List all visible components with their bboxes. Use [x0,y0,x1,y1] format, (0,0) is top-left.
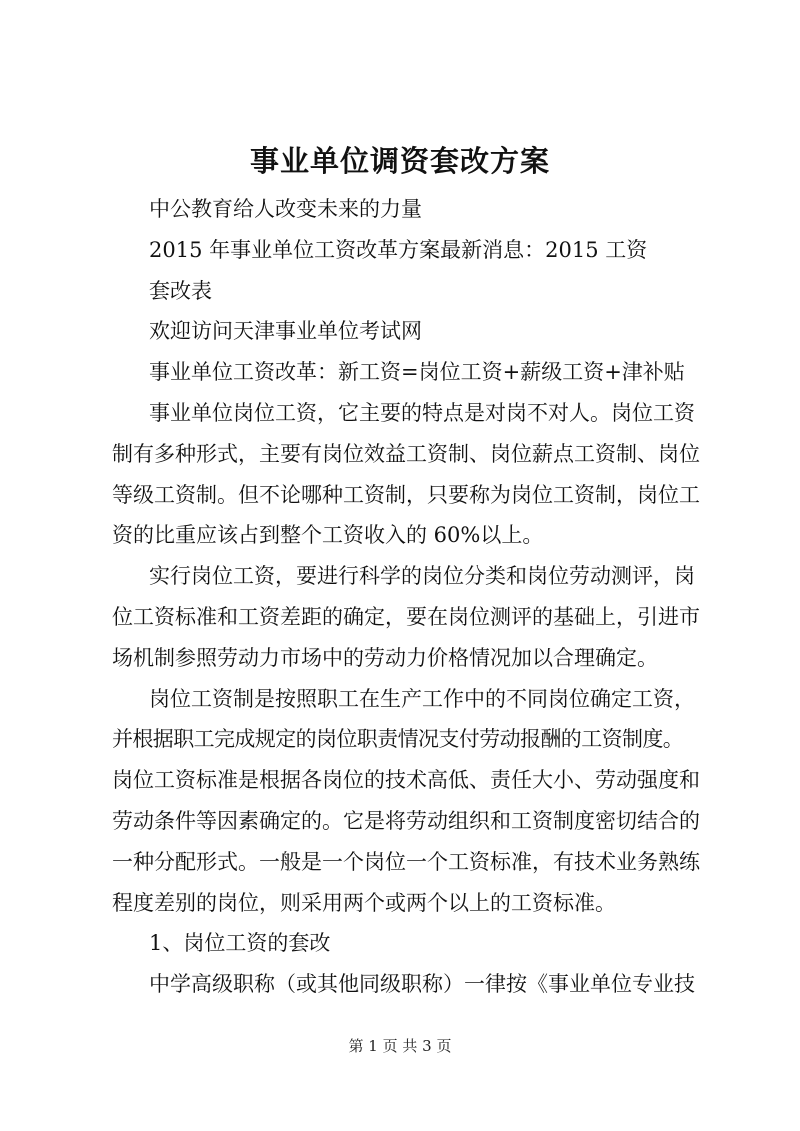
paragraph-line: 一种分配形式。一般是一个岗位一个工资标准，有技术业务熟练 [112,849,700,874]
paragraph-line: 岗位工资制是按照职工在生产工作中的不同岗位确定工资， [149,686,695,711]
paragraph-line: 场机制参照劳动力市场中的劳动力价格情况加以合理确定。 [112,645,658,670]
paragraph-line: 等级工资制。但不论哪种工资制，只要称为岗位工资制，岗位工 [112,482,700,507]
text-line: 事业单位工资改革：新工资=岗位工资+薪级工资+津补贴 [149,360,685,385]
paragraph-line: 实行岗位工资，要进行科学的岗位分类和岗位劳动测评，岗 [149,564,695,589]
text-line: 欢迎访问天津事业单位考试网 [149,319,422,344]
paragraph-line: 事业单位岗位工资，它主要的特点是对岗不对人。岗位工资 [149,400,695,425]
paragraph-line: 制有多种形式，主要有岗位效益工资制、岗位薪点工资制、岗位 [112,441,700,466]
paragraph-line: 劳动条件等因素确定的。它是将劳动组织和工资制度密切结合的 [112,808,700,833]
page-number: 第 1 页 共 3 页 [348,1037,452,1055]
text-line: 中公教育给人改变未来的力量 [149,197,422,221]
paragraph-line: 中学高级职称（或其他同级职称）一律按《事业单位专业技 [149,972,695,997]
text-line: 2015 年事业单位工资改革方案最新消息：2015 工资 [149,237,648,262]
paragraph-line: 位工资标准和工资差距的确定，要在岗位测评的基础上，引进市 [112,604,700,629]
text-line: 套改表 [149,278,212,303]
section-heading: 1、岗位工资的套改 [149,931,331,956]
paragraph-line: 资的比重应该占到整个工资收入的 60%以上。 [112,523,544,548]
document-title: 事业单位调资套改方案 [249,144,550,178]
paragraph-line: 程度差别的岗位，则采用两个或两个以上的工资标准。 [112,890,616,915]
paragraph-line: 并根据职工完成规定的岗位职责情况支付劳动报酬的工资制度。 [112,727,684,752]
document-body [112,189,718,1005]
paragraph-line: 岗位工资标准是根据各岗位的技术高低、责任大小、劳动强度和 [112,768,700,793]
